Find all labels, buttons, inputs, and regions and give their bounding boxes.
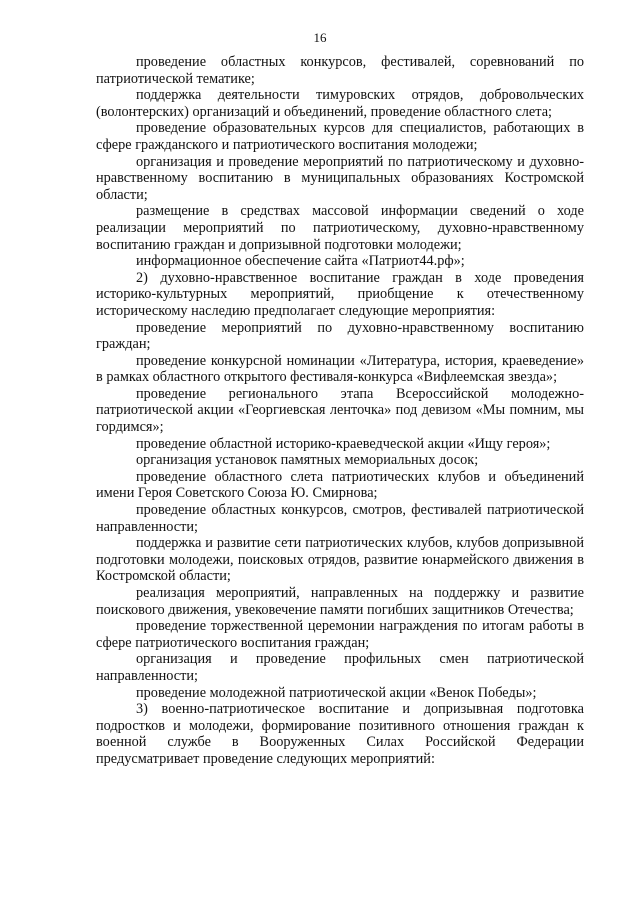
paragraph: проведение торжественной церемонии награждения по итогам работы в сфере патриотического воспитания граждан; — [96, 618, 584, 651]
paragraph: проведение регионального этапа Всероссийской молодежно-патриотической акции «Георгиевская ленточка» под девизом «Мы помним, мы гордимся»; — [96, 385, 584, 436]
paragraph: проведение областной историко-краеведческой акции «Ищу героя»; — [136, 435, 551, 452]
paragraph: проведение молодежной патриотической акции «Венок Победы»; — [136, 684, 537, 701]
paragraph: реализация мероприятий, направленных на поддержку и развитие поискового движения, увековечение памяти погибших защитников Отечества; — [96, 585, 584, 618]
paragraph: 3) военно-патриотическое воспитание и допризывная подготовка подростков и молодежи, формирование позитивного отношения граждан к военной службе в Вооруженных Силах Российской Федерации предусматривает проведение следующих мероприятий: — [96, 701, 584, 767]
paragraph: проведение областного слета патриотических клубов и объединений имени Героя Советского Союза Ю. Смирнова; — [96, 468, 584, 502]
page-number: 16 — [313, 30, 327, 45]
paragraph: проведение образовательных курсов для специалистов, работающих в сфере гражданского и патриотического воспитания молодежи; — [96, 120, 584, 153]
paragraph: организация и проведение профильных смен патриотической направленности; — [96, 651, 584, 684]
paragraph: проведение областных конкурсов, смотров, фестивалей патриотической направленности; — [96, 502, 584, 535]
paragraph: информационное обеспечение сайта «Патриот44.рф»; — [136, 253, 465, 270]
paragraph: проведение конкурсной номинации «Литература, история, краеведение» в рамках областного открытого фестиваля-конкурса «Вифлеемская звезда»; — [96, 352, 584, 386]
paragraph: размещение в средствах массовой информации сведений о ходе реализации мероприятий по патриотическому, духовно-нравственному воспитанию граждан и допризывной подготовки молодежи; — [96, 203, 584, 253]
paragraph: поддержка и развитие сети патриотических клубов, клубов допризывной подготовки молодежи, поисковых отрядов, развитие юнармейского движения в Костромской области; — [96, 535, 584, 585]
paragraph: проведение мероприятий по духовно-нравственному воспитанию граждан; — [96, 319, 584, 353]
paragraph: поддержка деятельности тимуровских отрядов, добровольческих (волонтерских) организаций и объединений, проведение областного слета; — [96, 87, 584, 120]
paragraph: проведение областных конкурсов, фестивалей, соревнований по патриотической тематике; — [96, 54, 584, 87]
paragraph: организация установок памятных мемориальных досок; — [136, 452, 479, 469]
document-body — [96, 54, 584, 768]
paragraph: организация и проведение мероприятий по патриотическому и духовно-нравственному воспитанию в муниципальных образованиях Костромской области; — [96, 153, 584, 203]
paragraph: 2) духовно-нравственное воспитание граждан в ходе проведения историко-культурных мероприятий, приобщение к отечественному историческому наследию предполагает следующие мероприятия: — [96, 269, 584, 319]
